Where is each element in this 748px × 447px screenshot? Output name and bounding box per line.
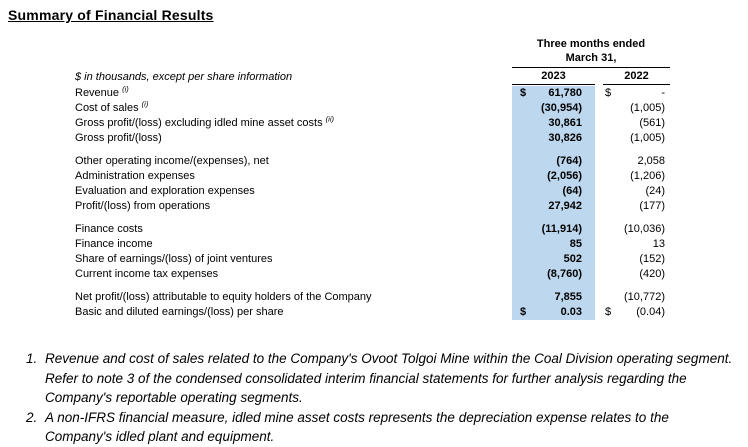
- table-row-finance-costs: [0, 214, 672, 237]
- value-2023: 7,855: [554, 291, 582, 303]
- period-header: [512, 37, 670, 68]
- footnote-text: Revenue and cost of sales related to the Company's Ovoot Tolgoi Mine within the Coal Division operating segment. Refer to note 3 of the condensed consolidated interim financial statements for further analysis regarding the Company's reportable operating segments.: [45, 351, 733, 405]
- table-row-current-income-tax: [0, 267, 672, 282]
- value-2023: (11,914): [541, 223, 582, 235]
- currency-symbol: $: [605, 87, 612, 99]
- value-2022: (1,005): [630, 132, 665, 144]
- row-label: Finance costs: [75, 223, 143, 235]
- footnote-text: A non-IFRS financial measure, idled mine asset costs represents the depreciation expense relates to the Company's idled plant and equipment.: [45, 409, 669, 444]
- row-label: Current income tax expenses: [75, 268, 219, 280]
- cell-2022: [603, 305, 670, 320]
- cell-2022: [603, 116, 670, 131]
- currency-symbol: $: [520, 87, 527, 99]
- row-label: Administration expenses: [75, 170, 195, 182]
- cell-2023: [512, 199, 595, 214]
- cell-2023: [512, 169, 595, 184]
- cell-2022: [603, 252, 670, 267]
- value-2023: 61,780: [548, 87, 582, 99]
- value-2022: (10,036): [624, 223, 665, 235]
- cell-2022: [603, 184, 670, 199]
- table-row-net-profit: [0, 282, 672, 305]
- cell-2023: [512, 131, 595, 146]
- table-row-evaluation-exploration: [0, 184, 672, 199]
- footnotes: [26, 349, 739, 447]
- row-label: Basic and diluted earnings/(loss) per share: [75, 306, 284, 318]
- value-2022: (0.04): [636, 306, 665, 318]
- cell-2022: [603, 237, 670, 252]
- value-2023: (64): [562, 185, 582, 197]
- value-2022: 13: [652, 238, 665, 250]
- table-row-cost-of-sales: [0, 101, 672, 116]
- footnote-2: [26, 408, 739, 447]
- cell-2022: [603, 131, 670, 146]
- page-title: Summary of Financial Results: [8, 7, 214, 23]
- units-note: $ in thousands, except per share information: [75, 71, 293, 83]
- row-label: Other operating income/(expenses), net: [75, 155, 269, 167]
- cell-2023: [512, 101, 595, 116]
- row-label: Profit/(loss) from operations: [75, 200, 211, 212]
- footnote-1: [26, 349, 739, 408]
- row-label: Gross profit/(loss): [75, 132, 162, 144]
- row-label: Gross profit/(loss) excluding idled mine asset costs: [75, 117, 323, 129]
- table-row-share-of-earnings-jv: [0, 252, 672, 267]
- value-2023: 30,826: [548, 132, 582, 144]
- period-header-line1: Three months ended: [536, 38, 646, 50]
- cell-2022: [603, 169, 670, 184]
- table-row-other-operating-income: [0, 146, 672, 169]
- row-label: Cost of sales: [75, 102, 139, 114]
- period-header-line2: March 31,: [565, 52, 617, 64]
- column-header-2022: 2022: [603, 70, 670, 85]
- cell-2023: [512, 214, 595, 237]
- value-2023: (30,954): [541, 102, 582, 114]
- table-row-profit-from-operations: [0, 199, 672, 214]
- cell-2022: [603, 214, 670, 237]
- value-2023: 0.03: [560, 306, 582, 318]
- table-row-revenue: [0, 86, 672, 101]
- footnote-number: 1.: [26, 351, 38, 366]
- row-label: Net profit/(loss) attributable to equity holders of the Company: [75, 291, 372, 303]
- cell-2023: [512, 184, 595, 199]
- footnote-ref: (i): [122, 84, 129, 94]
- cell-2022: [603, 282, 670, 305]
- row-label: Revenue: [75, 87, 120, 99]
- row-label: Share of earnings/(loss) of joint ventures: [75, 253, 273, 265]
- value-2022: (1,005): [630, 102, 665, 114]
- currency-symbol: $: [605, 306, 612, 318]
- value-2022: (561): [639, 117, 665, 129]
- value-2022: 2,058: [637, 155, 665, 167]
- value-2023: (764): [556, 155, 582, 167]
- footnote-number: 2.: [26, 409, 38, 425]
- value-2022: (10,772): [624, 291, 665, 303]
- cell-2023: [512, 116, 595, 131]
- table-row-finance-income: [0, 237, 672, 252]
- value-2022: (152): [639, 253, 665, 265]
- value-2022: (1,206): [630, 170, 665, 182]
- cell-2022: [603, 267, 670, 282]
- cell-2022: [603, 86, 670, 101]
- value-2023: (8,760): [547, 268, 582, 280]
- value-2022: -: [661, 87, 665, 99]
- cell-2022: [603, 146, 670, 169]
- table-row-administration-expenses: [0, 169, 672, 184]
- value-2023: 30,861: [548, 117, 582, 129]
- value-2023: 27,942: [548, 200, 582, 212]
- value-2022: (177): [639, 200, 665, 212]
- table-row-eps: [0, 305, 672, 320]
- cell-2023: [512, 237, 595, 252]
- value-2023: 502: [563, 253, 582, 265]
- footnote-ref: (i): [141, 99, 149, 109]
- cell-2023: [512, 267, 595, 282]
- table-body: [0, 86, 672, 320]
- footnote-ref: (ii): [325, 114, 334, 124]
- cell-2023: [512, 86, 595, 101]
- currency-symbol: $: [520, 306, 527, 318]
- value-2023: (2,056): [547, 170, 582, 182]
- table-row-gross-profit: [0, 131, 672, 146]
- column-header-row: [0, 70, 672, 85]
- cell-2022: [603, 199, 670, 214]
- cell-2023: [512, 252, 595, 267]
- cell-2023: [512, 146, 595, 169]
- row-label: Evaluation and exploration expenses: [75, 185, 255, 197]
- table-row-gross-profit-excl: [0, 116, 672, 131]
- value-2022: (24): [645, 185, 665, 197]
- column-header-2023: 2023: [512, 70, 595, 85]
- financial-results-table: [0, 37, 672, 320]
- cell-2022: [603, 101, 670, 116]
- row-label: Finance income: [75, 238, 153, 250]
- value-2023: 85: [569, 238, 582, 250]
- cell-2023: [512, 305, 595, 320]
- cell-2023: [512, 282, 595, 305]
- value-2022: (420): [639, 268, 665, 280]
